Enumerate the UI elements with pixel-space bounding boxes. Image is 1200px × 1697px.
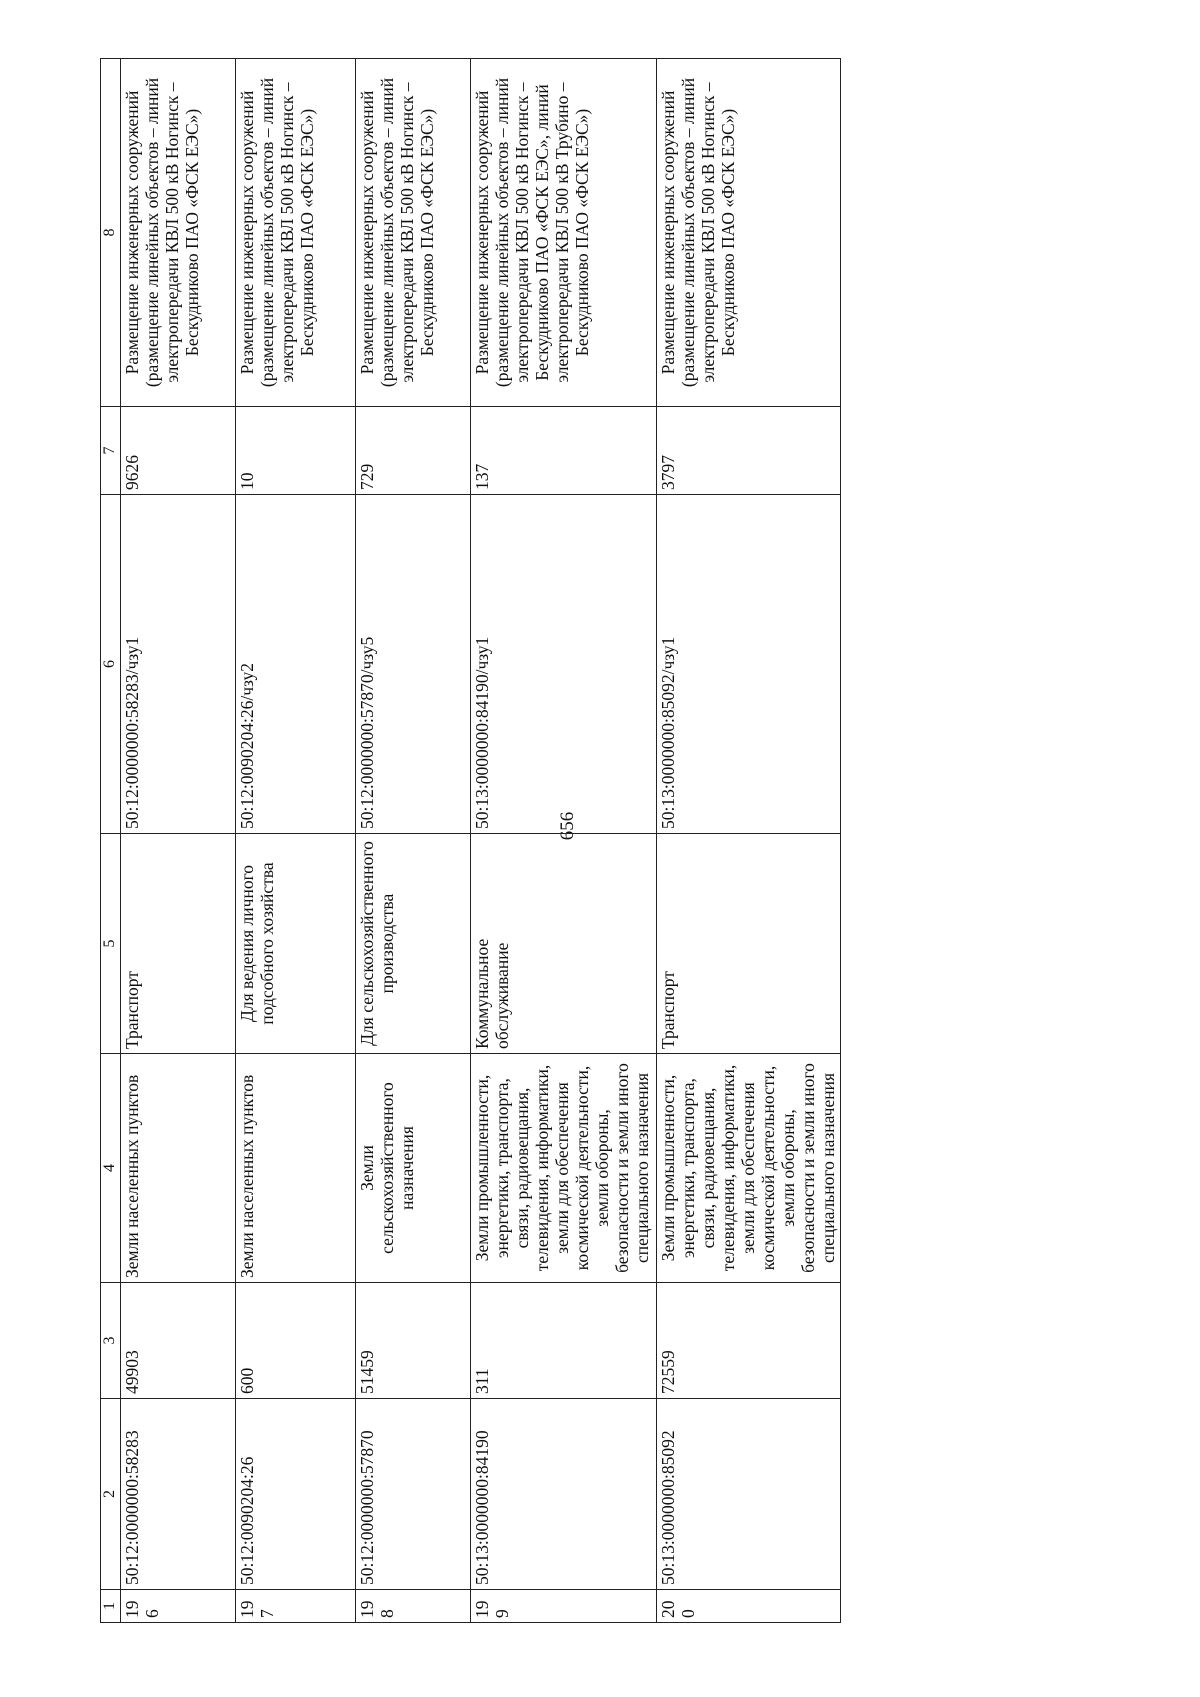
header-row [101,59,121,1623]
purpose: Размещение инженерных сооружений (размещение линейных объектов – линий электропередачи КВЛ 500 кВ Ногинск – Бескудниково ПАО «ФСК ЕЭС», линий электропередачи КВЛ 500 кВ Трубино – Бескудниково ПАО «ФСК ЕЭС») [471,59,657,407]
purpose: Размещение инженерных сооружений (размещение линейных объектов – линий электропередачи КВЛ 500 кВ Ногинск – Бескудниково ПАО «ФСК ЕЭС») [121,59,236,407]
permitted-use: Транспорт [121,834,236,1054]
row-number: 199 [471,1590,657,1623]
page-number: 656 [557,811,578,841]
land-category: Земли населенных пунктов [236,1054,356,1283]
cadastral-number: 50:12:0090204:26 [236,1399,356,1590]
table-row [236,59,356,1623]
permitted-use: Транспорт [657,834,841,1054]
table-row [471,59,657,1623]
permitted-use: Для ведения личного подсобного хозяйства [236,834,356,1054]
row-number: 198 [356,1590,471,1623]
plot-part-number: 50:13:0000000:84190/чзу1 [471,495,657,834]
plot-part-number: 50:12:0090204:26/чзу2 [236,495,356,834]
plot-part-number: 50:12:0000000:58283/чзу1 [121,495,236,834]
cadastral-number: 50:13:0000000:85092 [657,1399,841,1590]
plot-area: 311 [471,1283,657,1399]
land-category: Земли сельскохозяйственного назначения [356,1054,471,1283]
purpose: Размещение инженерных сооружений (размещение линейных объектов – линий электропередачи КВЛ 500 кВ Ногинск – Бескудниково ПАО «ФСК ЕЭС») [356,59,471,407]
permitted-use: Коммунальное обслуживание [471,834,657,1054]
column-header: 8 [101,59,121,407]
plot-part-number: 50:12:0000000:57870/чзу5 [356,495,471,834]
column-header: 7 [101,407,121,495]
land-category: Земли промышленности, энергетики, транспорта, связи, радиовещания, телевидения, информатики, земли для обеспечения космической деятельности, земли обороны, безопасности и земли иного специального назначения [657,1054,841,1283]
plot-area: 600 [236,1283,356,1399]
land-plots-table-container [100,59,954,1623]
row-number: 197 [236,1590,356,1623]
row-number: 200 [657,1590,841,1623]
cadastral-number: 50:12:0000000:57870 [356,1399,471,1590]
land-category: Земли промышленности, энергетики, транспорта, связи, радиовещания, телевидения, информатики, земли для обеспечения космической деятельности, земли обороны, безопасности и земли иного специального назначения [471,1054,657,1283]
row-number: 196 [121,1590,236,1623]
land-plots-table [100,58,841,1623]
table-row [657,59,841,1623]
column-header: 3 [101,1283,121,1399]
plot-part-area: 3797 [657,407,841,495]
column-header: 1 [101,1590,121,1623]
plot-area: 49903 [121,1283,236,1399]
land-category: Земли населенных пунктов [121,1054,236,1283]
column-header: 5 [101,834,121,1054]
column-header: 4 [101,1054,121,1283]
table-row [121,59,236,1623]
cadastral-number: 50:13:0000000:84190 [471,1399,657,1590]
column-header: 6 [101,495,121,834]
purpose: Размещение инженерных сооружений (размещение линейных объектов – линий электропередачи КВЛ 500 кВ Ногинск – Бескудниково ПАО «ФСК ЕЭС») [236,59,356,407]
plot-part-area: 10 [236,407,356,495]
table-row [356,59,471,1623]
plot-part-area: 9626 [121,407,236,495]
plot-part-area: 729 [356,407,471,495]
plot-part-number: 50:13:0000000:85092/чзу1 [657,495,841,834]
plot-area: 51459 [356,1283,471,1399]
purpose: Размещение инженерных сооружений (размещение линейных объектов – линий электропередачи КВЛ 500 кВ Ногинск – Бескудниково ПАО «ФСК ЕЭС») [657,59,841,407]
plot-area: 72559 [657,1283,841,1399]
permitted-use: Для сельскохозяйственного производства [356,834,471,1054]
cadastral-number: 50:12:0000000:58283 [121,1399,236,1590]
plot-part-area: 137 [471,407,657,495]
column-header: 2 [101,1399,121,1590]
